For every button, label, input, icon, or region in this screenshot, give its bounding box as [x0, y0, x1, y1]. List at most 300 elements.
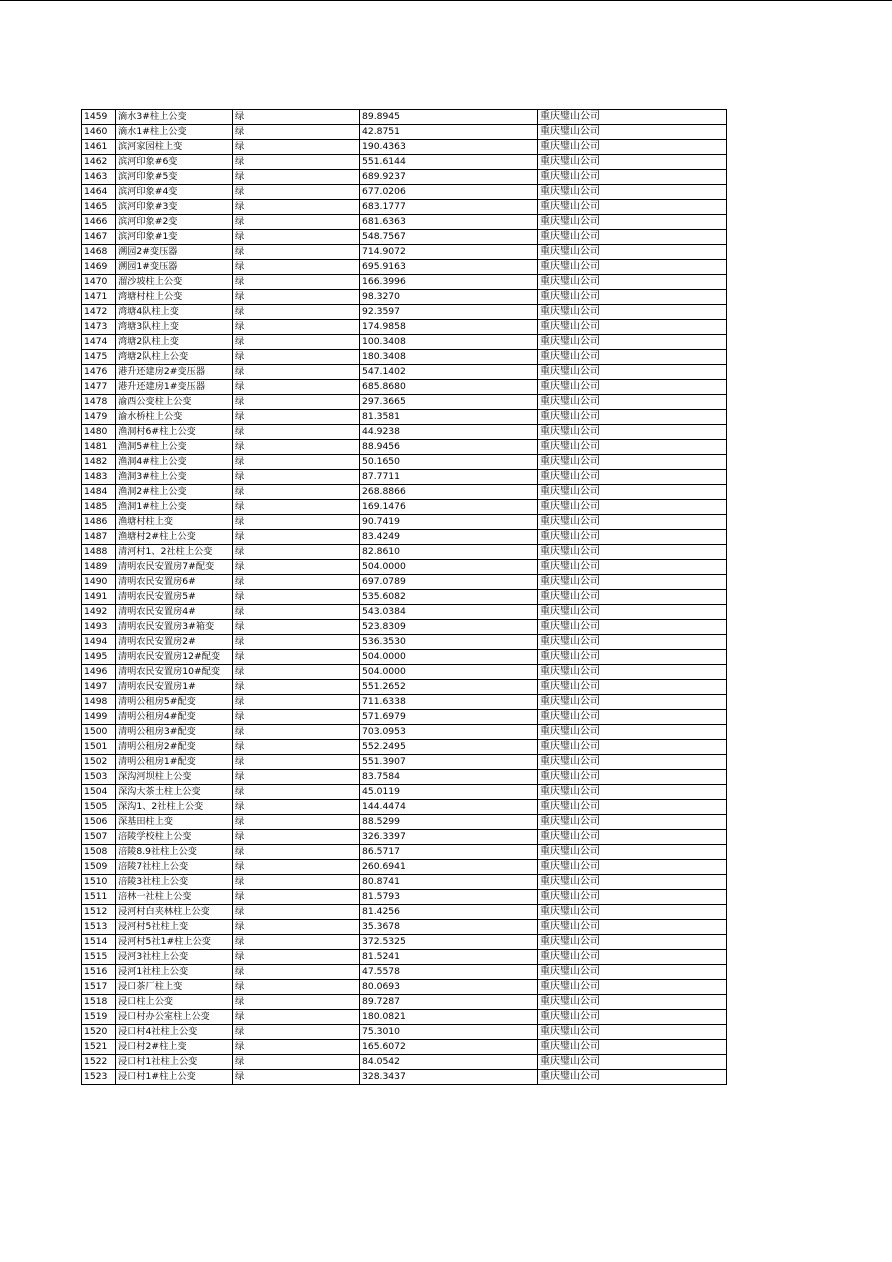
table-row	[82, 1025, 727, 1040]
value-cell: 81.4256	[360, 905, 538, 920]
value-cell: 504.0000	[360, 560, 538, 575]
table-row	[82, 575, 727, 590]
table-row	[82, 860, 727, 875]
transformer-name-cell: 清明农民安置房4#	[116, 605, 233, 620]
table-row	[82, 530, 727, 545]
transformer-name-cell: 湾塘2队柱上公变	[116, 350, 233, 365]
row-id-cell: 1467	[82, 230, 116, 245]
company-cell: 重庆璧山公司	[538, 950, 727, 965]
company-cell: 重庆璧山公司	[538, 680, 727, 695]
value-cell: 551.6144	[360, 155, 538, 170]
company-cell: 重庆璧山公司	[538, 455, 727, 470]
value-cell: 523.8309	[360, 620, 538, 635]
row-id-cell: 1483	[82, 470, 116, 485]
row-id-cell: 1515	[82, 950, 116, 965]
value-cell: 89.7287	[360, 995, 538, 1010]
company-cell: 重庆璧山公司	[538, 155, 727, 170]
company-cell: 重庆璧山公司	[538, 335, 727, 350]
table-row	[82, 365, 727, 380]
table-row	[82, 455, 727, 470]
value-cell: 165.6072	[360, 1040, 538, 1055]
row-id-cell: 1502	[82, 755, 116, 770]
row-id-cell: 1516	[82, 965, 116, 980]
table-row	[82, 965, 727, 980]
transformer-name-cell: 渔洞3#柱上公变	[116, 470, 233, 485]
page-top-border	[0, 0, 892, 1]
category-cell: 绿	[233, 935, 360, 950]
company-cell: 重庆璧山公司	[538, 515, 727, 530]
value-cell: 689.9237	[360, 170, 538, 185]
value-cell: 81.3581	[360, 410, 538, 425]
company-cell: 重庆璧山公司	[538, 545, 727, 560]
table-body	[82, 110, 727, 1085]
value-cell: 144.4474	[360, 800, 538, 815]
transformer-name-cell: 溯园2#变压器	[116, 245, 233, 260]
value-cell: 88.9456	[360, 440, 538, 455]
company-cell: 重庆璧山公司	[538, 965, 727, 980]
table-row	[82, 875, 727, 890]
category-cell: 绿	[233, 185, 360, 200]
value-cell: 683.1777	[360, 200, 538, 215]
table-row	[82, 410, 727, 425]
row-id-cell: 1521	[82, 1040, 116, 1055]
company-cell: 重庆璧山公司	[538, 1010, 727, 1025]
category-cell: 绿	[233, 290, 360, 305]
table-row	[82, 785, 727, 800]
transformer-name-cell: 渔塘村2#柱上公变	[116, 530, 233, 545]
value-cell: 190.4363	[360, 140, 538, 155]
transformer-name-cell: 涪陵学校柱上公变	[116, 830, 233, 845]
transformer-name-cell: 渔洞村6#柱上公变	[116, 425, 233, 440]
table-row	[82, 125, 727, 140]
row-id-cell: 1504	[82, 785, 116, 800]
category-cell: 绿	[233, 800, 360, 815]
value-cell: 547.1402	[360, 365, 538, 380]
table-row	[82, 1070, 727, 1085]
company-cell: 重庆璧山公司	[538, 485, 727, 500]
table-row	[82, 755, 727, 770]
value-cell: 695.9163	[360, 260, 538, 275]
row-id-cell: 1498	[82, 695, 116, 710]
company-cell: 重庆璧山公司	[538, 635, 727, 650]
category-cell: 绿	[233, 410, 360, 425]
row-id-cell: 1488	[82, 545, 116, 560]
company-cell: 重庆璧山公司	[538, 245, 727, 260]
transformer-name-cell: 浸河村白夹林柱上公变	[116, 905, 233, 920]
value-cell: 174.9858	[360, 320, 538, 335]
transformer-name-cell: 清明农民安置房7#配变	[116, 560, 233, 575]
table-row	[82, 170, 727, 185]
transformer-name-cell: 渔洞5#柱上公变	[116, 440, 233, 455]
value-cell: 98.3270	[360, 290, 538, 305]
row-id-cell: 1518	[82, 995, 116, 1010]
row-id-cell: 1505	[82, 800, 116, 815]
value-cell: 88.5299	[360, 815, 538, 830]
company-cell: 重庆璧山公司	[538, 170, 727, 185]
transformer-name-cell: 湾塘4队柱上变	[116, 305, 233, 320]
row-id-cell: 1513	[82, 920, 116, 935]
row-id-cell: 1464	[82, 185, 116, 200]
category-cell: 绿	[233, 1040, 360, 1055]
table-row	[82, 185, 727, 200]
row-id-cell: 1460	[82, 125, 116, 140]
row-id-cell: 1501	[82, 740, 116, 755]
category-cell: 绿	[233, 110, 360, 125]
company-cell: 重庆璧山公司	[538, 110, 727, 125]
category-cell: 绿	[233, 140, 360, 155]
category-cell: 绿	[233, 335, 360, 350]
category-cell: 绿	[233, 155, 360, 170]
transformer-name-cell: 深沟河坝柱上公变	[116, 770, 233, 785]
transformer-name-cell: 渔洞2#柱上公变	[116, 485, 233, 500]
transformer-name-cell: 清明公租房1#配变	[116, 755, 233, 770]
category-cell: 绿	[233, 470, 360, 485]
category-cell: 绿	[233, 815, 360, 830]
company-cell: 重庆璧山公司	[538, 830, 727, 845]
company-cell: 重庆璧山公司	[538, 890, 727, 905]
row-id-cell: 1486	[82, 515, 116, 530]
table-row	[82, 830, 727, 845]
category-cell: 绿	[233, 170, 360, 185]
value-cell: 86.5717	[360, 845, 538, 860]
table-row	[82, 650, 727, 665]
company-cell: 重庆璧山公司	[538, 695, 727, 710]
row-id-cell: 1496	[82, 665, 116, 680]
value-cell: 83.7584	[360, 770, 538, 785]
category-cell: 绿	[233, 740, 360, 755]
company-cell: 重庆璧山公司	[538, 185, 727, 200]
table-row	[82, 515, 727, 530]
company-cell: 重庆璧山公司	[538, 845, 727, 860]
table-row	[82, 140, 727, 155]
category-cell: 绿	[233, 755, 360, 770]
row-id-cell: 1485	[82, 500, 116, 515]
row-id-cell: 1522	[82, 1055, 116, 1070]
table-row	[82, 275, 727, 290]
row-id-cell: 1494	[82, 635, 116, 650]
table-row	[82, 215, 727, 230]
category-cell: 绿	[233, 650, 360, 665]
table-row	[82, 155, 727, 170]
table-row	[82, 845, 727, 860]
company-cell: 重庆璧山公司	[538, 650, 727, 665]
company-cell: 重庆璧山公司	[538, 980, 727, 995]
category-cell: 绿	[233, 245, 360, 260]
row-id-cell: 1487	[82, 530, 116, 545]
value-cell: 89.8945	[360, 110, 538, 125]
transformer-name-cell: 湾塘2队柱上变	[116, 335, 233, 350]
category-cell: 绿	[233, 785, 360, 800]
row-id-cell: 1497	[82, 680, 116, 695]
table-row	[82, 380, 727, 395]
category-cell: 绿	[233, 890, 360, 905]
transformer-name-cell: 清明农民安置房3#箱变	[116, 620, 233, 635]
transformer-name-cell: 浸河村5社1#柱上公变	[116, 935, 233, 950]
row-id-cell: 1490	[82, 575, 116, 590]
table-row	[82, 305, 727, 320]
table-row	[82, 995, 727, 1010]
category-cell: 绿	[233, 530, 360, 545]
row-id-cell: 1481	[82, 440, 116, 455]
category-cell: 绿	[233, 545, 360, 560]
table-row	[82, 695, 727, 710]
company-cell: 重庆璧山公司	[538, 500, 727, 515]
value-cell: 504.0000	[360, 650, 538, 665]
company-cell: 重庆璧山公司	[538, 575, 727, 590]
company-cell: 重庆璧山公司	[538, 620, 727, 635]
value-cell: 504.0000	[360, 665, 538, 680]
transformer-name-cell: 渔塘村柱上变	[116, 515, 233, 530]
transformer-name-cell: 清明公租房2#配变	[116, 740, 233, 755]
category-cell: 绿	[233, 845, 360, 860]
transformer-name-cell: 清明公租房3#配变	[116, 725, 233, 740]
category-cell: 绿	[233, 950, 360, 965]
transformer-name-cell: 渝西公变柱上公变	[116, 395, 233, 410]
company-cell: 重庆璧山公司	[538, 230, 727, 245]
transformer-name-cell: 湾塘村柱上公变	[116, 290, 233, 305]
value-cell: 260.6941	[360, 860, 538, 875]
category-cell: 绿	[233, 200, 360, 215]
company-cell: 重庆璧山公司	[538, 140, 727, 155]
value-cell: 681.6363	[360, 215, 538, 230]
value-cell: 326.3397	[360, 830, 538, 845]
table-row	[82, 200, 727, 215]
company-cell: 重庆璧山公司	[538, 740, 727, 755]
category-cell: 绿	[233, 125, 360, 140]
table-row	[82, 1040, 727, 1055]
value-cell: 536.3530	[360, 635, 538, 650]
value-cell: 83.4249	[360, 530, 538, 545]
transformer-name-cell: 渔洞1#柱上公变	[116, 500, 233, 515]
value-cell: 552.2495	[360, 740, 538, 755]
company-cell: 重庆璧山公司	[538, 320, 727, 335]
table-row	[82, 980, 727, 995]
row-id-cell: 1510	[82, 875, 116, 890]
row-id-cell: 1476	[82, 365, 116, 380]
transformer-name-cell: 港升还建房2#变压器	[116, 365, 233, 380]
category-cell: 绿	[233, 1055, 360, 1070]
row-id-cell: 1495	[82, 650, 116, 665]
transformer-name-cell: 滨河印象#6变	[116, 155, 233, 170]
company-cell: 重庆璧山公司	[538, 995, 727, 1010]
category-cell: 绿	[233, 425, 360, 440]
table-row	[82, 470, 727, 485]
row-id-cell: 1509	[82, 860, 116, 875]
category-cell: 绿	[233, 980, 360, 995]
transformer-name-cell: 浸河3社柱上公变	[116, 950, 233, 965]
category-cell: 绿	[233, 860, 360, 875]
value-cell: 80.0693	[360, 980, 538, 995]
company-cell: 重庆璧山公司	[538, 710, 727, 725]
company-cell: 重庆璧山公司	[538, 560, 727, 575]
transformer-name-cell: 浸口村4社柱上公变	[116, 1025, 233, 1040]
category-cell: 绿	[233, 575, 360, 590]
row-id-cell: 1514	[82, 935, 116, 950]
value-cell: 372.5325	[360, 935, 538, 950]
value-cell: 328.3437	[360, 1070, 538, 1085]
table-row	[82, 905, 727, 920]
company-cell: 重庆璧山公司	[538, 470, 727, 485]
company-cell: 重庆璧山公司	[538, 260, 727, 275]
value-cell: 548.7567	[360, 230, 538, 245]
table-row	[82, 890, 727, 905]
transformer-name-cell: 清明农民安置房1#	[116, 680, 233, 695]
row-id-cell: 1462	[82, 155, 116, 170]
company-cell: 重庆璧山公司	[538, 755, 727, 770]
company-cell: 重庆璧山公司	[538, 410, 727, 425]
row-id-cell: 1523	[82, 1070, 116, 1085]
transformer-name-cell: 滴水1#柱上公变	[116, 125, 233, 140]
table-row	[82, 440, 727, 455]
company-cell: 重庆璧山公司	[538, 290, 727, 305]
transformer-name-cell: 清明农民安置房2#	[116, 635, 233, 650]
category-cell: 绿	[233, 770, 360, 785]
category-cell: 绿	[233, 260, 360, 275]
transformer-name-cell: 涪陵3社柱上公变	[116, 875, 233, 890]
value-cell: 169.1476	[360, 500, 538, 515]
table-row	[82, 620, 727, 635]
category-cell: 绿	[233, 215, 360, 230]
value-cell: 87.7711	[360, 470, 538, 485]
value-cell: 100.3408	[360, 335, 538, 350]
transformer-name-cell: 滨河印象#1变	[116, 230, 233, 245]
transformer-name-cell: 清明公租房4#配变	[116, 710, 233, 725]
company-cell: 重庆璧山公司	[538, 305, 727, 320]
category-cell: 绿	[233, 395, 360, 410]
value-cell: 92.3597	[360, 305, 538, 320]
transformer-name-cell: 涪陵8.9社柱上公变	[116, 845, 233, 860]
category-cell: 绿	[233, 635, 360, 650]
company-cell: 重庆璧山公司	[538, 665, 727, 680]
transformer-name-cell: 清明公租房5#配变	[116, 695, 233, 710]
transformer-name-cell: 涪林一社柱上公变	[116, 890, 233, 905]
value-cell: 180.0821	[360, 1010, 538, 1025]
transformer-name-cell: 渝水桥柱上公变	[116, 410, 233, 425]
table-row	[82, 260, 727, 275]
row-id-cell: 1470	[82, 275, 116, 290]
category-cell: 绿	[233, 485, 360, 500]
category-cell: 绿	[233, 665, 360, 680]
value-cell: 81.5793	[360, 890, 538, 905]
category-cell: 绿	[233, 965, 360, 980]
row-id-cell: 1471	[82, 290, 116, 305]
table-row	[82, 245, 727, 260]
transformer-name-cell: 浸口柱上公变	[116, 995, 233, 1010]
company-cell: 重庆璧山公司	[538, 875, 727, 890]
company-cell: 重庆璧山公司	[538, 815, 727, 830]
table-row	[82, 725, 727, 740]
transformer-name-cell: 湾塘3队柱上变	[116, 320, 233, 335]
transformer-name-cell: 港升还建房1#变压器	[116, 380, 233, 395]
value-cell: 551.3907	[360, 755, 538, 770]
company-cell: 重庆璧山公司	[538, 365, 727, 380]
transformer-name-cell: 滨河印象#4变	[116, 185, 233, 200]
transformer-name-cell: 溯园1#变压器	[116, 260, 233, 275]
table-row	[82, 950, 727, 965]
table-row	[82, 920, 727, 935]
company-cell: 重庆璧山公司	[538, 800, 727, 815]
value-cell: 714.9072	[360, 245, 538, 260]
company-cell: 重庆璧山公司	[538, 440, 727, 455]
company-cell: 重庆璧山公司	[538, 350, 727, 365]
data-table	[81, 109, 727, 1085]
table-row	[82, 815, 727, 830]
value-cell: 80.8741	[360, 875, 538, 890]
transformer-name-cell: 渔洞4#柱上公变	[116, 455, 233, 470]
table-row	[82, 110, 727, 125]
category-cell: 绿	[233, 995, 360, 1010]
value-cell: 50.1650	[360, 455, 538, 470]
row-id-cell: 1466	[82, 215, 116, 230]
transformer-name-cell: 滴水3#柱上公变	[116, 110, 233, 125]
table-row	[82, 1010, 727, 1025]
row-id-cell: 1519	[82, 1010, 116, 1025]
row-id-cell: 1461	[82, 140, 116, 155]
value-cell: 543.0384	[360, 605, 538, 620]
value-cell: 703.0953	[360, 725, 538, 740]
table-row	[82, 665, 727, 680]
row-id-cell: 1503	[82, 770, 116, 785]
row-id-cell: 1491	[82, 590, 116, 605]
category-cell: 绿	[233, 320, 360, 335]
value-cell: 697.0789	[360, 575, 538, 590]
value-cell: 166.3996	[360, 275, 538, 290]
company-cell: 重庆璧山公司	[538, 1025, 727, 1040]
row-id-cell: 1484	[82, 485, 116, 500]
category-cell: 绿	[233, 725, 360, 740]
table-row	[82, 635, 727, 650]
value-cell: 47.5578	[360, 965, 538, 980]
row-id-cell: 1517	[82, 980, 116, 995]
table-row	[82, 770, 727, 785]
transformer-name-cell: 清明农民安置房6#	[116, 575, 233, 590]
category-cell: 绿	[233, 350, 360, 365]
value-cell: 268.8866	[360, 485, 538, 500]
table-row	[82, 425, 727, 440]
transformer-name-cell: 浸口村2#柱上变	[116, 1040, 233, 1055]
company-cell: 重庆璧山公司	[538, 725, 727, 740]
table-row	[82, 710, 727, 725]
transformer-name-cell: 滨河印象#5变	[116, 170, 233, 185]
value-cell: 180.3408	[360, 350, 538, 365]
row-id-cell: 1474	[82, 335, 116, 350]
row-id-cell: 1468	[82, 245, 116, 260]
table-row	[82, 740, 727, 755]
value-cell: 44.9238	[360, 425, 538, 440]
row-id-cell: 1463	[82, 170, 116, 185]
row-id-cell: 1459	[82, 110, 116, 125]
category-cell: 绿	[233, 590, 360, 605]
company-cell: 重庆璧山公司	[538, 590, 727, 605]
row-id-cell: 1493	[82, 620, 116, 635]
category-cell: 绿	[233, 440, 360, 455]
company-cell: 重庆璧山公司	[538, 860, 727, 875]
transformer-name-cell: 滨河印象#2变	[116, 215, 233, 230]
value-cell: 82.8610	[360, 545, 538, 560]
row-id-cell: 1500	[82, 725, 116, 740]
table-row	[82, 935, 727, 950]
category-cell: 绿	[233, 1010, 360, 1025]
company-cell: 重庆璧山公司	[538, 395, 727, 410]
row-id-cell: 1480	[82, 425, 116, 440]
company-cell: 重庆璧山公司	[538, 1055, 727, 1070]
table-row	[82, 590, 727, 605]
transformer-name-cell: 深沟大茶土柱上公变	[116, 785, 233, 800]
company-cell: 重庆璧山公司	[538, 425, 727, 440]
transformer-name-cell: 清明农民安置房5#	[116, 590, 233, 605]
company-cell: 重庆璧山公司	[538, 215, 727, 230]
row-id-cell: 1478	[82, 395, 116, 410]
